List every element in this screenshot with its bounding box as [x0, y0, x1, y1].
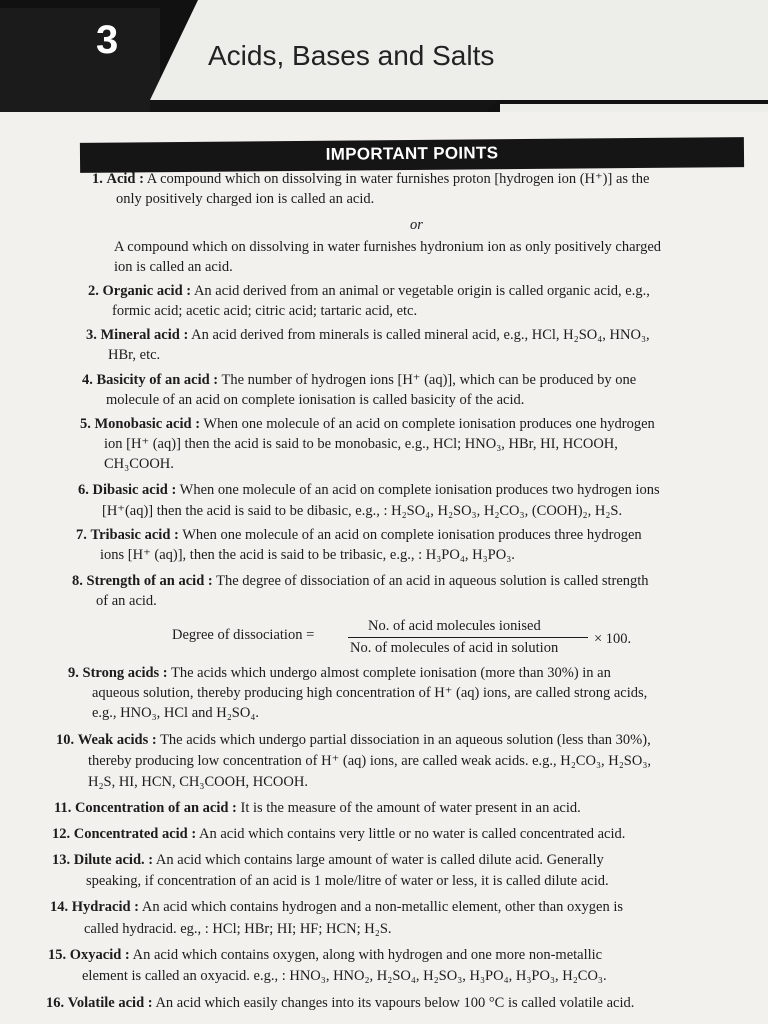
formula-numerator: No. of acid molecules ionised	[368, 618, 541, 634]
list-item-line: molecule of an acid on complete ionisation is called basicity of the acid.	[106, 392, 525, 408]
list-item-line: 14. Hydracid : An acid which contains hydrogen and a non-metallic element, other than oxygen is	[50, 899, 624, 915]
list-item-line: speaking, if concentration of an acid is 1 mole/litre of water or less, it is called dilute acid.	[86, 873, 609, 889]
list-item-line	[114, 258, 233, 276]
important-points-bar	[80, 137, 744, 173]
list-item-line	[114, 238, 661, 256]
item-number: 1.	[92, 171, 103, 187]
list-item-line: 5. Monobasic acid : When one molecule of an acid on complete ionisation produces one hydrogen	[80, 416, 655, 432]
list-item-line: ion [H⁺ (aq)] then the acid is said to be monobasic, e.g., HCl; HNO₃, HBr, HI, HCOOH,	[104, 436, 618, 452]
list-item-line: of an acid.	[96, 593, 157, 609]
formula-multiplier: × 100.	[594, 631, 632, 647]
list-item-line: aqueous solution, thereby producing high concentration of H⁺ (aq) ions, are called strong acids,	[92, 685, 648, 701]
list-item-line: formic acid; acetic acid; citric acid; tartaric acid, etc.	[112, 303, 418, 319]
list-item-line: 10. Weak acids : The acids which undergo partial dissociation in an aqueous solution (less than 30%),	[56, 732, 651, 748]
list-item-line: thereby producing low concentration of H⁺ (aq) ions, are called weak acids. e.g., H₂CO₃, H₂SO₃,	[88, 753, 652, 769]
list-item-line	[92, 170, 649, 188]
list-item-line: 6. Dibasic acid : When one molecule of an acid on complete ionisation produces two hydrogen ions	[78, 482, 660, 498]
item-term: Acid :	[106, 171, 144, 187]
list-item-line: 9. Strong acids : The acids which undergo almost complete ionisation (more than 30%) in an	[68, 665, 611, 681]
fraction-bar	[348, 637, 588, 638]
chapter-number: 3	[96, 18, 119, 62]
chapter-number-box	[0, 8, 160, 112]
list-item-line: 12. Concentrated acid : An acid which contains very little or no water is called concentrated acid.	[52, 826, 626, 842]
header-strip	[500, 104, 768, 112]
list-item-line: H₂S, HI, HCN, CH₃COOH, HCOOH.	[88, 774, 308, 790]
list-item-line: [H⁺(aq)] then the acid is said to be dibasic, e.g., : H₂SO₄, H₂SO₃, H₂CO₃, (COOH)₂, H₂S.	[102, 503, 623, 519]
list-item-line	[116, 190, 374, 208]
list-item-line: CH₃COOH.	[104, 456, 174, 472]
formula-denominator: No. of molecules of acid in solution	[350, 640, 559, 656]
list-item-line: element is called an oxyacid. e.g., : HNO₃, HNO₂, H₂SO₄, H₂SO₃, H₃PO₄, H₃PO₃, H₂CO₃.	[82, 968, 607, 984]
list-item-line: 16. Volatile acid : An acid which easily changes into its vapours below 100 °C is called volatile acid.	[46, 995, 635, 1011]
or-separator: or	[410, 217, 423, 233]
item-text: ion is called an acid.	[114, 259, 233, 275]
list-item-line: 8. Strength of an acid : The degree of dissociation of an acid in aqueous solution is called strength	[72, 573, 649, 589]
section-title: IMPORTANT POINTS	[325, 143, 499, 164]
formula-label: Degree of dissociation =	[172, 627, 315, 643]
list-item-line: called hydracid. eg., : HCl; HBr; HI; HF; HCN; H₂S.	[84, 921, 392, 937]
list-item-line: 13. Dilute acid. : An acid which contains large amount of water is called dilute acid. Generally	[52, 852, 604, 868]
item-text: only positively charged ion is called an acid.	[116, 191, 375, 207]
chapter-title: Acids, Bases and Salts	[208, 40, 495, 71]
item-text: A compound which on dissolving in water furnishes proton [hydrogen ion (H⁺)] as the	[146, 171, 650, 187]
list-item-line: 7. Tribasic acid : When one molecule of an acid on complete ionisation produces three hydrogen	[76, 527, 642, 543]
list-item-line: 11. Concentration of an acid : It is the measure of the amount of water present in an acid.	[54, 800, 581, 816]
list-item-line: 2. Organic acid : An acid derived from an animal or vegetable origin is called organic acid, e.g.,	[88, 283, 650, 299]
item-text: A compound which on dissolving in water furnishes hydronium ion as only positively charged	[114, 239, 662, 255]
list-item-line: e.g., HNO₃, HCl and H₂SO₄.	[92, 705, 260, 721]
title-underline	[150, 100, 500, 112]
list-item-line: HBr, etc.	[108, 347, 161, 363]
list-item-line: ions [H⁺ (aq)], then the acid is said to be tribasic, e.g., : H₃PO₄, H₃PO₃.	[100, 547, 515, 563]
list-item-line: 15. Oxyacid : An acid which contains oxygen, along with hydrogen and one more non-metallic	[48, 947, 603, 963]
list-item-line: 3. Mineral acid : An acid derived from minerals is called mineral acid, e.g., HCl, H₂SO₄, HNO₃,	[86, 327, 650, 343]
list-item-line: 4. Basicity of an acid : The number of hydrogen ions [H⁺ (aq)], which can be produced by one	[82, 372, 637, 388]
